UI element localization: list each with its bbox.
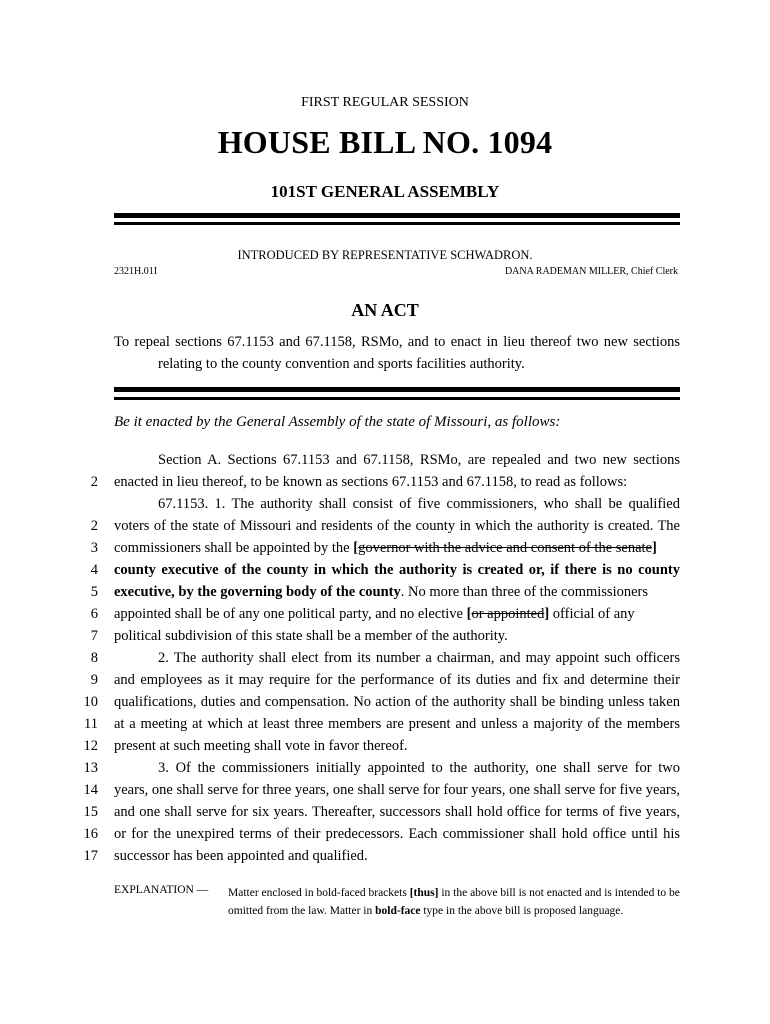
section-a-line-1: Section A. Sections 67.1153 and 67.1158, RSMo, are repealed and two new sections xyxy=(158,452,680,468)
line-number: 4 xyxy=(90,562,98,578)
line-number: 16 xyxy=(83,826,98,842)
subsection-3-line-2: years, one shall serve for three years, one shall serve for four years, one shall serve for five years, xyxy=(114,782,680,798)
bracket-open: [ xyxy=(353,540,359,556)
subsection-2-line-1: 2. The authority shall elect from its number a chairman, and may appoint such officers xyxy=(158,650,680,666)
subsection-2-line-3: qualifications, duties and compensation. No action of the authority shall be binding unless taken xyxy=(114,694,680,710)
line-number: 11 xyxy=(84,716,98,732)
subsection-2-line-4: at a meeting at which at least three members are present and unless a majority of the members xyxy=(114,716,680,732)
subsection-3-line-5: successor has been appointed and qualified. xyxy=(114,848,368,864)
explanation-label: EXPLANATION — xyxy=(114,884,209,896)
section-67-1153-line-2: voters of the state of Missouri and residents of the county in which the authority is created. The xyxy=(114,518,680,534)
deleted-text: or appointed xyxy=(471,606,545,622)
header-divider-thick xyxy=(114,213,680,218)
bracket-example: [thus] xyxy=(409,887,439,899)
subsection-3-line-1: 3. Of the commissioners initially appointed to the authority, one shall serve for two xyxy=(158,760,680,776)
section-67-1153-line-1: 67.1153. 1. The authority shall consist of five commissioners, who shall be qualified xyxy=(158,496,680,512)
bracket-open: [ xyxy=(466,606,472,622)
subsection-2-line-5: present at such meeting shall vote in favor thereof. xyxy=(114,738,408,754)
section-67-1153-line-3: commissioners shall be appointed by the [governor with the advice and consent of the senate] xyxy=(114,540,657,556)
lr-number: 2321H.01I xyxy=(114,266,158,277)
explanation-text: Matter enclosed in bold-faced brackets [thus] in the above bill is not enacted and is intended to be omitted from the law. Matter in bold-face type in the above bill is proposed language. xyxy=(228,887,680,917)
section-67-1153-line-5: executive, by the governing body of the county. No more than three of the commissioners xyxy=(114,584,649,600)
line-number: 2 xyxy=(90,474,98,490)
line-number: 12 xyxy=(83,738,98,754)
bold-face-example: bold-face xyxy=(375,905,421,917)
subsection-3-line-4: or for the unexpired terms of their predecessors. Each commissioner shall hold office until his xyxy=(114,826,680,842)
chief-clerk: DANA RADEMAN MILLER, Chief Clerk xyxy=(504,266,678,277)
line-number: 6 xyxy=(90,606,98,622)
section-67-1153-line-4: county executive of the county in which the authority is created or, if there is no county xyxy=(114,562,680,578)
line-number: 13 xyxy=(83,760,98,776)
introduced-by: INTRODUCED BY REPRESENTATIVE SCHWADRON. xyxy=(237,248,533,262)
deleted-text: governor with the advice and consent of the senate xyxy=(358,540,652,556)
line-number: 17 xyxy=(83,848,98,864)
bracket-close: ] xyxy=(544,606,550,622)
session-label: FIRST REGULAR SESSION xyxy=(301,95,469,110)
line-number: 9 xyxy=(90,672,98,688)
subsection-2-line-2: and employees as it may require for the performance of its duties and fix and determine their xyxy=(114,672,680,688)
line-number: 5 xyxy=(90,584,98,600)
bracket-close: ] xyxy=(652,540,657,556)
line-number: 3 xyxy=(90,540,98,556)
line-number: 15 xyxy=(83,804,98,820)
line-number: 10 xyxy=(83,694,98,710)
assembly-label: 101ST GENERAL ASSEMBLY xyxy=(270,182,500,201)
enacting-clause: Be it enacted by the General Assembly of the state of Missouri, as follows: xyxy=(114,414,561,430)
line-number: 2 xyxy=(90,518,98,534)
title-divider-thick xyxy=(114,387,680,392)
section-67-1153-line-7: political subdivision of this state shall be a member of the authority. xyxy=(114,628,508,644)
section-a-line-2: enacted in lieu thereof, to be known as sections 67.1153 and 67.1158, to read as follows: xyxy=(114,474,628,490)
act-title-line-2: relating to the county convention and sports facilities authority. xyxy=(158,356,525,372)
line-number: 14 xyxy=(83,782,98,798)
header-divider-thin xyxy=(114,222,680,225)
section-67-1153-line-6: appointed shall be of any one political party, and no elective [or appointed] official of any xyxy=(114,606,635,622)
act-heading: AN ACT xyxy=(351,300,419,320)
title-divider-thin xyxy=(114,397,680,400)
subsection-3-line-3: and one shall serve for six years. Thereafter, successors shall hold office for terms of five years, xyxy=(114,804,680,820)
line-number: 8 xyxy=(90,650,98,666)
bill-number: HOUSE BILL NO. 1094 xyxy=(217,124,553,160)
act-title-line-1: To repeal sections 67.1153 and 67.1158, RSMo, and to enact in lieu thereof two new sections xyxy=(114,334,680,350)
line-number: 7 xyxy=(90,628,98,644)
proposed-text: executive, by the governing body of the county xyxy=(114,584,401,600)
